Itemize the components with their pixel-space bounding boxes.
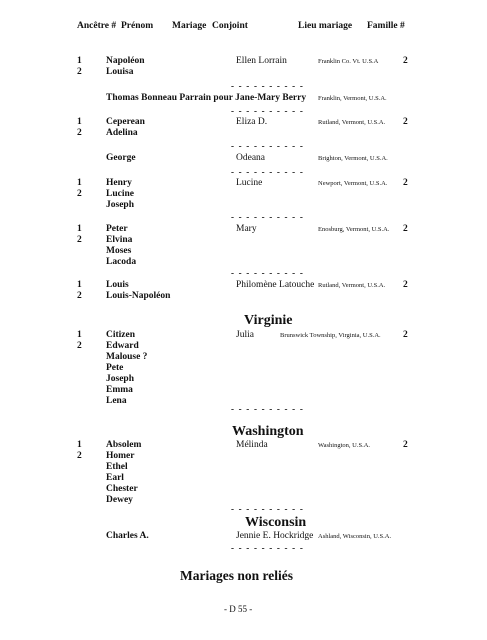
separator-dashes: - - - - - - - - - - — [231, 167, 305, 177]
ancestor-number: 2 — [77, 291, 82, 301]
spouse-name: Julia — [236, 330, 254, 340]
first-name: Peter — [106, 224, 128, 234]
marriage-place: Brighton, Vermont, U.S.A. — [318, 155, 388, 162]
first-name: Absolem — [106, 440, 142, 450]
first-name: Joseph — [106, 374, 134, 384]
ancestor-number: 1 — [77, 440, 82, 450]
marriage-place: Enosburg, Vermont, U.S.A. — [318, 226, 390, 233]
first-name: Louisa — [106, 67, 134, 77]
marriage-place: Rutland, Vermont, U.S.A. — [318, 282, 386, 289]
first-name: Ethel — [106, 462, 128, 472]
header-lieu: Lieu mariage — [298, 21, 353, 31]
first-name: Charles A. — [106, 531, 149, 541]
family-number: 2 — [403, 117, 408, 127]
header-conjoint: Conjoint — [212, 21, 248, 31]
separator-dashes: - - - - - - - - - - — [231, 404, 305, 414]
section-title-washington: Washington — [232, 424, 304, 439]
ancestor-number: 1 — [77, 280, 82, 290]
first-name: Lena — [106, 396, 127, 406]
first-name: Earl — [106, 473, 124, 483]
family-number: 2 — [403, 330, 408, 340]
header-famille: Famille # — [367, 21, 405, 31]
marriage-place: Washington, U.S.A. — [318, 442, 371, 449]
separator-dashes: - - - - - - - - - - — [231, 504, 305, 514]
separator-dashes: - - - - - - - - - - — [231, 268, 305, 278]
first-name: Joseph — [106, 200, 134, 210]
marriage-place: Newport, Vermont, U.S.A. — [318, 180, 388, 187]
first-name: Louis — [106, 280, 129, 290]
section-title-virginie: Virginie — [244, 313, 293, 328]
first-name: Henry — [106, 178, 132, 188]
spouse-name: Odeana — [236, 153, 266, 163]
first-name: Moses — [106, 246, 132, 256]
ancestor-number: 2 — [77, 128, 82, 138]
ancestor-number: 1 — [77, 330, 82, 340]
separator-dashes: - - - - - - - - - - — [231, 81, 305, 91]
ancestor-number: 2 — [77, 67, 82, 77]
first-name: Pete — [106, 363, 124, 373]
first-name: Adelina — [106, 128, 138, 138]
separator-dashes: - - - - - - - - - - — [231, 543, 305, 553]
ancestor-number: 2 — [77, 189, 82, 199]
spouse-name: Mary — [236, 224, 257, 234]
first-name: Elvina — [106, 235, 133, 245]
godfather-note: Thomas Bonneau Parrain pour Jane-Mary Berry — [106, 93, 307, 103]
marriage-place: Rutland, Vermont, U.S.A. — [318, 119, 386, 126]
first-name: Dewey — [106, 495, 133, 505]
separator-dashes: - - - - - - - - - - — [231, 106, 305, 116]
first-name: Citizen — [106, 330, 136, 340]
first-name: Napoléon — [106, 56, 145, 66]
unlinked-marriages-title: Mariages non reliés — [180, 568, 293, 583]
separator-dashes: - - - - - - - - - - — [231, 141, 305, 151]
first-name: Ceperean — [106, 117, 145, 127]
ancestor-number: 1 — [77, 224, 82, 234]
ancestor-number: 2 — [77, 341, 82, 351]
marriage-place: Ashland, Wisconsin, U.S.A. — [318, 533, 392, 540]
ancestor-number: 1 — [77, 56, 82, 66]
header-ancetre: Ancêtre # — [77, 21, 117, 31]
page-number: - D 55 - — [224, 604, 253, 614]
family-number: 2 — [403, 178, 408, 188]
family-number: 2 — [403, 224, 408, 234]
spouse-name: Philomène Latouche — [236, 280, 315, 290]
ancestor-number: 1 — [77, 117, 82, 127]
spouse-name: Mélinda — [236, 440, 268, 450]
first-name: Homer — [106, 451, 135, 461]
spouse-name: Eliza D. — [236, 117, 268, 127]
ancestor-number: 1 — [77, 178, 82, 188]
first-name: George — [106, 153, 136, 163]
header-prenom: Prénom — [121, 21, 154, 31]
first-name: Lacoda — [106, 257, 137, 267]
first-name: Emma — [106, 385, 133, 395]
spouse-name: Lucine — [236, 178, 263, 188]
marriage-place: Franklin, Vermont, U.S.A. — [318, 95, 387, 102]
ancestor-number: 2 — [77, 235, 82, 245]
separator-dashes: - - - - - - - - - - — [231, 212, 305, 222]
family-number: 2 — [403, 56, 408, 66]
marriage-place: Franklin Co. Vt. U.S.A — [318, 58, 379, 65]
first-name: Louis-Napoléon — [106, 291, 171, 301]
first-name: Lucine — [106, 189, 134, 199]
header-mariage: Mariage — [172, 21, 207, 31]
marriage-place: Brunswick Township, Virginia, U.S.A. — [280, 332, 381, 339]
first-name: Malouse ? — [106, 352, 148, 362]
spouse-name: Jennie E. Hockridge — [236, 531, 314, 541]
family-number: 2 — [403, 280, 408, 290]
spouse-name: Ellen Lorrain — [236, 56, 287, 66]
first-name: Chester — [106, 484, 138, 494]
family-number: 2 — [403, 440, 408, 450]
ancestor-number: 2 — [77, 451, 82, 461]
section-title-wisconsin: Wisconsin — [245, 515, 307, 530]
first-name: Edward — [106, 341, 139, 351]
